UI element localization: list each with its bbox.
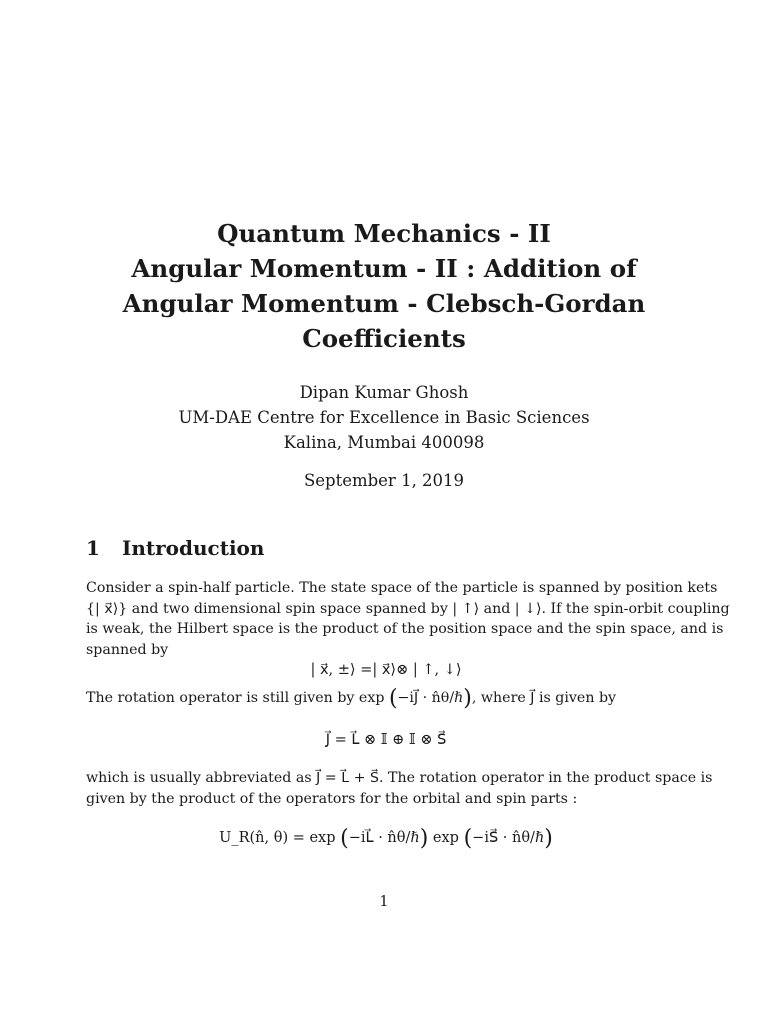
author-block	[84, 380, 684, 455]
paragraph-line: which is usually abbreviated as J⃗ = L⃗ + S⃗. The rotation operator in the product space is	[86, 770, 713, 786]
author-address: Kalina, Mumbai 400098	[283, 433, 485, 452]
paragraph-line: {| x⃗⟩} and two dimensional spin space spanned by | ↑⟩ and | ↓⟩. If the spin-orbit coupling	[86, 600, 730, 617]
author-name: Dipan Kumar Ghosh	[299, 383, 469, 402]
left-paren-glyph: (	[463, 826, 473, 851]
page-number: 1	[379, 894, 389, 910]
equation-product-state: | x⃗, ±⟩ =| x⃗⟩⊗ | ↑, ↓⟩	[310, 662, 462, 678]
equation-total-angular-momentum: J⃗ = L⃗ ⊗ 𝕀 ⊕ 𝕀 ⊗ S⃗	[325, 732, 447, 748]
eq-lhs: U_R(n̂, θ) = exp	[219, 830, 336, 846]
section-title: Introduction	[122, 536, 265, 560]
right-paren-glyph: )	[419, 826, 429, 851]
paragraph-line: Consider a spin-half particle. The state space of the particle is spanned by position kets	[86, 580, 718, 596]
left-paren-glyph: (	[388, 686, 398, 711]
left-paren-glyph: (	[340, 826, 349, 851]
paragraph-line: spanned by	[86, 641, 169, 658]
section-number: 1	[86, 536, 100, 560]
paragraph-line: is weak, the Hilbert space is the product of the position space and the spin space, and is	[86, 621, 724, 638]
section-heading	[86, 536, 264, 560]
sentence-prefix: The rotation operator is still given by exp	[86, 690, 385, 706]
title-line: Quantum Mechanics - II	[217, 219, 551, 248]
intro-paragraph	[86, 578, 730, 660]
title-line: Coefficients	[302, 324, 466, 353]
right-paren-glyph: )	[544, 826, 553, 851]
paper-date: September 1, 2019	[303, 471, 465, 490]
eq-mid: exp	[432, 830, 459, 846]
exp-argument: −iJ⃗ · n̂θ/ℏ	[397, 690, 464, 706]
equation-rotation-product	[86, 826, 686, 851]
author-affiliation: UM-DAE Centre for Excellence in Basic Sciences	[178, 408, 590, 427]
paragraph-line: given by the product of the operators for the orbital and spin parts :	[86, 790, 578, 807]
eq-arg-spin: −iS⃗ · n̂θ/ℏ	[472, 830, 545, 846]
sentence-line	[86, 688, 686, 710]
abbreviation-paragraph	[86, 768, 713, 809]
right-paren-glyph: )	[463, 686, 472, 711]
title-line: Angular Momentum - Clebsch-Gordan	[122, 289, 646, 318]
rotation-operator-sentence	[86, 688, 686, 710]
paper-title	[84, 216, 684, 356]
title-line: Angular Momentum - II : Addition of	[131, 254, 637, 283]
eq-arg-orbital: −iL⃗ · n̂θ/ℏ	[348, 830, 420, 846]
sentence-suffix: , where J⃗ is given by	[471, 690, 617, 706]
